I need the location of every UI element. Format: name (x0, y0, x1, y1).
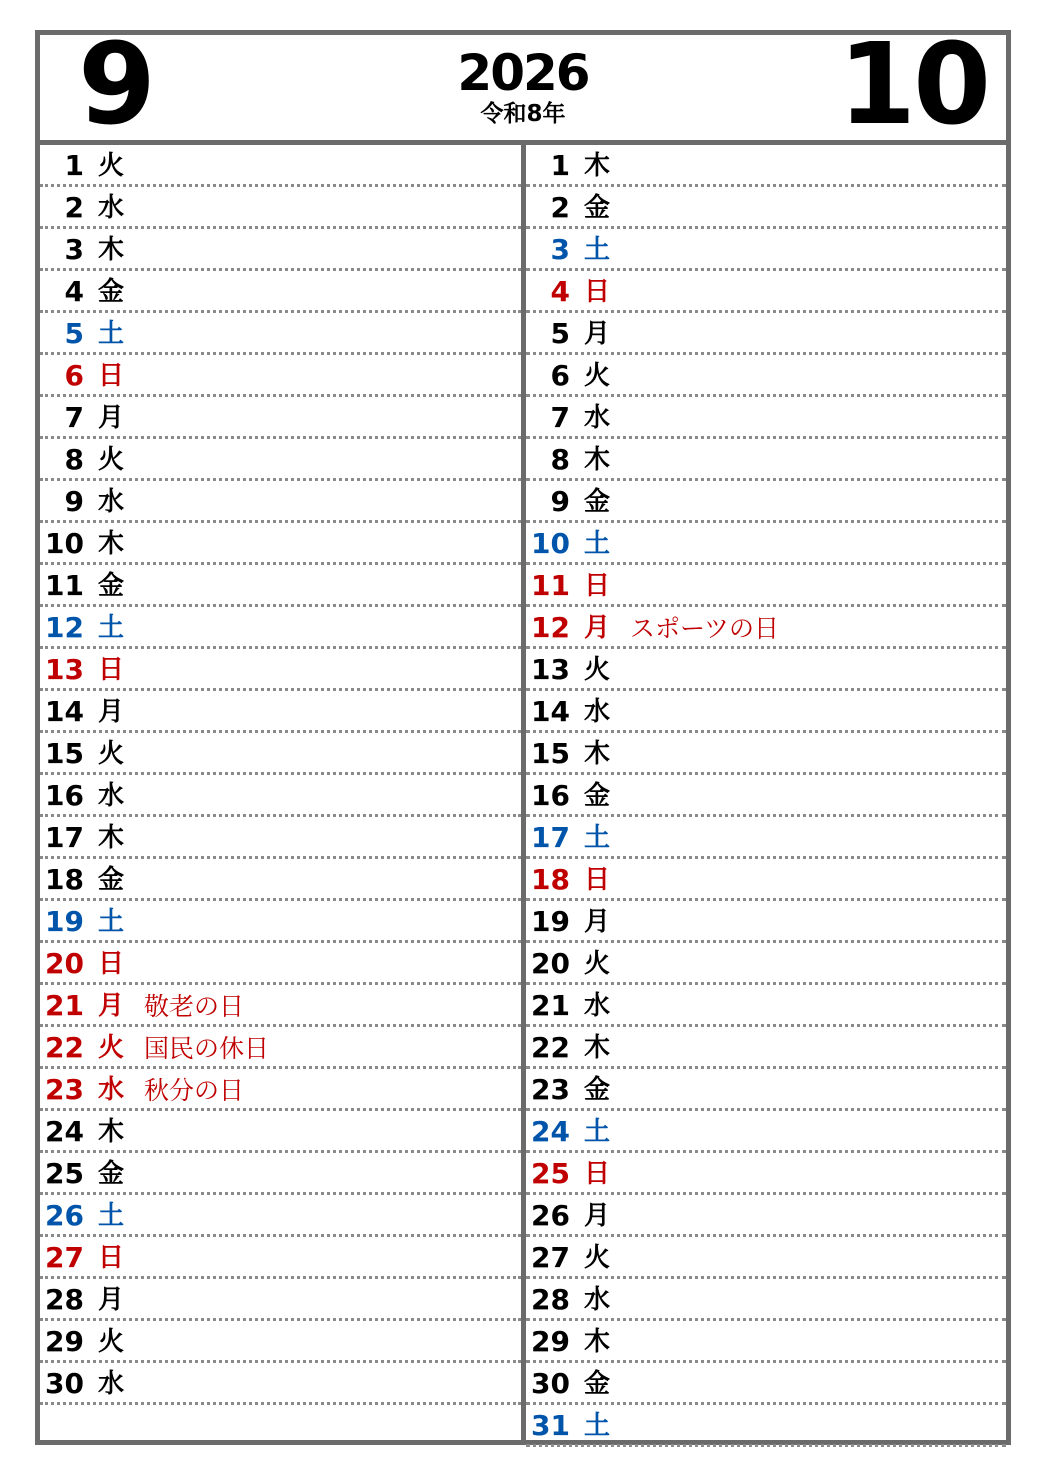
day-row (40, 313, 521, 355)
day-number: 19 (45, 905, 84, 938)
day-row (526, 1279, 1006, 1321)
day-row (40, 607, 521, 649)
day-row (40, 187, 521, 229)
day-number: 12 (531, 611, 570, 644)
day-row (40, 523, 521, 565)
day-row (526, 1363, 1006, 1405)
day-row (40, 145, 521, 187)
day-of-week: 月 (584, 613, 611, 643)
day-of-week: 土 (98, 1201, 125, 1231)
day-number: 29 (45, 1325, 84, 1358)
day-row (40, 943, 521, 985)
day-row (526, 817, 1006, 859)
day-row (526, 271, 1006, 313)
day-number: 27 (531, 1241, 570, 1274)
day-of-week: 水 (98, 487, 125, 517)
day-of-week: 水 (98, 1075, 125, 1105)
day-row (40, 817, 521, 859)
calendar-header (40, 20, 1006, 150)
day-row (526, 187, 1006, 229)
day-row (40, 397, 521, 439)
day-number: 15 (45, 737, 84, 770)
day-of-week: 火 (584, 949, 611, 979)
day-of-week: 日 (584, 865, 611, 895)
day-of-week: 土 (584, 1117, 611, 1147)
day-number: 26 (531, 1199, 570, 1232)
day-of-week: 木 (584, 151, 611, 181)
day-of-week: 火 (98, 1033, 125, 1063)
day-row (40, 649, 521, 691)
day-number: 4 (64, 275, 84, 308)
day-of-week: 水 (98, 781, 125, 811)
day-number: 18 (531, 863, 570, 896)
day-number: 24 (531, 1115, 570, 1148)
day-number: 10 (531, 527, 570, 560)
day-number: 17 (45, 821, 84, 854)
day-number: 30 (531, 1367, 570, 1400)
day-row (40, 691, 521, 733)
day-of-week: 金 (98, 865, 125, 895)
day-number: 23 (531, 1073, 570, 1106)
day-of-week: 月 (98, 403, 125, 433)
day-row (526, 1111, 1006, 1153)
holiday-name: 国民の休日 (144, 1034, 270, 1063)
day-of-week: 木 (584, 739, 611, 769)
day-row (40, 481, 521, 523)
day-row (526, 481, 1006, 523)
day-row (40, 1321, 521, 1363)
day-number: 1 (64, 149, 84, 182)
day-row (40, 1069, 521, 1111)
day-number: 8 (64, 443, 84, 476)
day-of-week: 木 (98, 823, 125, 853)
day-row (40, 1363, 521, 1405)
october-column (526, 145, 1006, 1447)
day-number: 6 (550, 359, 570, 392)
day-of-week: 水 (98, 1369, 125, 1399)
left-month-number: 9 (78, 20, 153, 150)
day-of-week: 木 (98, 1117, 125, 1147)
year-title: 2026 (457, 44, 589, 102)
day-row (526, 1237, 1006, 1279)
day-row (40, 859, 521, 901)
day-of-week: 金 (584, 1369, 611, 1399)
day-of-week: 日 (98, 361, 125, 391)
day-number: 11 (45, 569, 84, 602)
day-of-week: 日 (98, 655, 125, 685)
september-column (40, 145, 521, 1447)
day-number: 5 (550, 317, 570, 350)
day-of-week: 火 (584, 1243, 611, 1273)
day-row (526, 229, 1006, 271)
day-of-week: 水 (584, 403, 611, 433)
day-number: 4 (550, 275, 570, 308)
day-number: 18 (45, 863, 84, 896)
day-of-week: 金 (584, 193, 611, 223)
day-of-week: 木 (584, 1033, 611, 1063)
day-of-week: 土 (98, 319, 125, 349)
day-number: 14 (45, 695, 84, 728)
day-of-week: 木 (98, 529, 125, 559)
day-of-week: 木 (98, 235, 125, 265)
day-row (526, 691, 1006, 733)
day-row (526, 901, 1006, 943)
day-of-week: 土 (98, 613, 125, 643)
day-number: 6 (64, 359, 84, 392)
day-of-week: 金 (584, 1075, 611, 1105)
day-number: 12 (45, 611, 84, 644)
day-of-week: 土 (584, 529, 611, 559)
day-number: 13 (531, 653, 570, 686)
day-of-week: 日 (584, 1159, 611, 1189)
day-row (40, 271, 521, 313)
day-number: 3 (64, 233, 84, 266)
day-number: 16 (45, 779, 84, 812)
day-row (526, 1195, 1006, 1237)
day-of-week: 水 (98, 193, 125, 223)
day-number: 16 (531, 779, 570, 812)
day-row (40, 229, 521, 271)
day-number: 23 (45, 1073, 84, 1106)
day-number: 13 (45, 653, 84, 686)
day-number: 19 (531, 905, 570, 938)
day-of-week: 土 (98, 907, 125, 937)
day-number: 9 (550, 485, 570, 518)
day-row (526, 1069, 1006, 1111)
day-row (526, 1321, 1006, 1363)
day-row (40, 1153, 521, 1195)
day-row (526, 775, 1006, 817)
day-number: 3 (550, 233, 570, 266)
day-of-week: 金 (98, 277, 125, 307)
day-of-week: 日 (584, 277, 611, 307)
day-row (40, 1237, 521, 1279)
day-of-week: 月 (98, 697, 125, 727)
day-of-week: 金 (98, 1159, 125, 1189)
day-number: 2 (64, 191, 84, 224)
day-number: 8 (550, 443, 570, 476)
day-number: 9 (64, 485, 84, 518)
day-of-week: 金 (98, 571, 125, 601)
day-of-week: 月 (98, 991, 125, 1021)
day-number: 20 (531, 947, 570, 980)
day-row (40, 565, 521, 607)
day-of-week: 月 (584, 319, 611, 349)
holiday-name: 秋分の日 (144, 1076, 245, 1105)
day-of-week: 土 (584, 235, 611, 265)
day-of-week: 火 (98, 445, 125, 475)
day-number: 2 (550, 191, 570, 224)
day-row (526, 859, 1006, 901)
right-month-number: 10 (838, 20, 988, 150)
day-number: 5 (64, 317, 84, 350)
day-number: 10 (45, 527, 84, 560)
day-row (526, 1027, 1006, 1069)
day-of-week: 木 (584, 1327, 611, 1357)
day-of-week: 水 (584, 991, 611, 1021)
day-number: 25 (45, 1157, 84, 1190)
day-row (40, 901, 521, 943)
day-of-week: 火 (98, 739, 125, 769)
day-of-week: 日 (584, 571, 611, 601)
day-row (526, 649, 1006, 691)
day-row (526, 565, 1006, 607)
day-row (526, 355, 1006, 397)
day-row (526, 145, 1006, 187)
day-row (526, 733, 1006, 775)
calendar-frame (35, 20, 1011, 1445)
day-of-week: 金 (584, 487, 611, 517)
day-row (40, 1279, 521, 1321)
day-number: 22 (45, 1031, 84, 1064)
day-row (526, 397, 1006, 439)
day-of-week: 木 (584, 445, 611, 475)
day-number: 31 (531, 1409, 570, 1442)
day-number: 30 (45, 1367, 84, 1400)
day-of-week: 金 (584, 781, 611, 811)
day-row (40, 1195, 521, 1237)
day-number: 28 (45, 1283, 84, 1316)
day-number: 27 (45, 1241, 84, 1274)
day-number: 22 (531, 1031, 570, 1064)
day-of-week: 水 (584, 697, 611, 727)
holiday-name: スポーツの日 (630, 614, 780, 643)
day-row (526, 523, 1006, 565)
day-number: 15 (531, 737, 570, 770)
day-of-week: 火 (584, 655, 611, 685)
day-number: 17 (531, 821, 570, 854)
day-number: 20 (45, 947, 84, 980)
day-row (40, 1111, 521, 1153)
day-row (526, 313, 1006, 355)
day-number: 14 (531, 695, 570, 728)
day-of-week: 水 (584, 1285, 611, 1315)
day-row (526, 1405, 1006, 1447)
day-number: 24 (45, 1115, 84, 1148)
empty-row (40, 1405, 521, 1447)
day-row (40, 775, 521, 817)
day-row (526, 943, 1006, 985)
day-of-week: 火 (98, 151, 125, 181)
day-number: 25 (531, 1157, 570, 1190)
day-of-week: 月 (584, 1201, 611, 1231)
day-row (40, 733, 521, 775)
day-of-week: 火 (98, 1327, 125, 1357)
day-number: 11 (531, 569, 570, 602)
day-number: 7 (550, 401, 570, 434)
day-number: 21 (45, 989, 84, 1022)
day-number: 21 (531, 989, 570, 1022)
day-row (40, 1027, 521, 1069)
day-of-week: 土 (584, 1411, 611, 1441)
day-row (526, 1153, 1006, 1195)
day-of-week: 日 (98, 1243, 125, 1273)
day-number: 28 (531, 1283, 570, 1316)
day-row (526, 439, 1006, 481)
day-number: 1 (550, 149, 570, 182)
day-row (526, 985, 1006, 1027)
day-of-week: 火 (584, 361, 611, 391)
holiday-name: 敬老の日 (144, 992, 245, 1021)
day-row (526, 607, 1006, 649)
day-number: 26 (45, 1199, 84, 1232)
era-year: 令和8年 (480, 101, 566, 127)
day-row (40, 439, 521, 481)
day-of-week: 日 (98, 949, 125, 979)
day-row (40, 985, 521, 1027)
day-number: 7 (64, 401, 84, 434)
day-of-week: 土 (584, 823, 611, 853)
day-number: 29 (531, 1325, 570, 1358)
day-of-week: 月 (584, 907, 611, 937)
day-of-week: 月 (98, 1285, 125, 1315)
day-row (40, 355, 521, 397)
